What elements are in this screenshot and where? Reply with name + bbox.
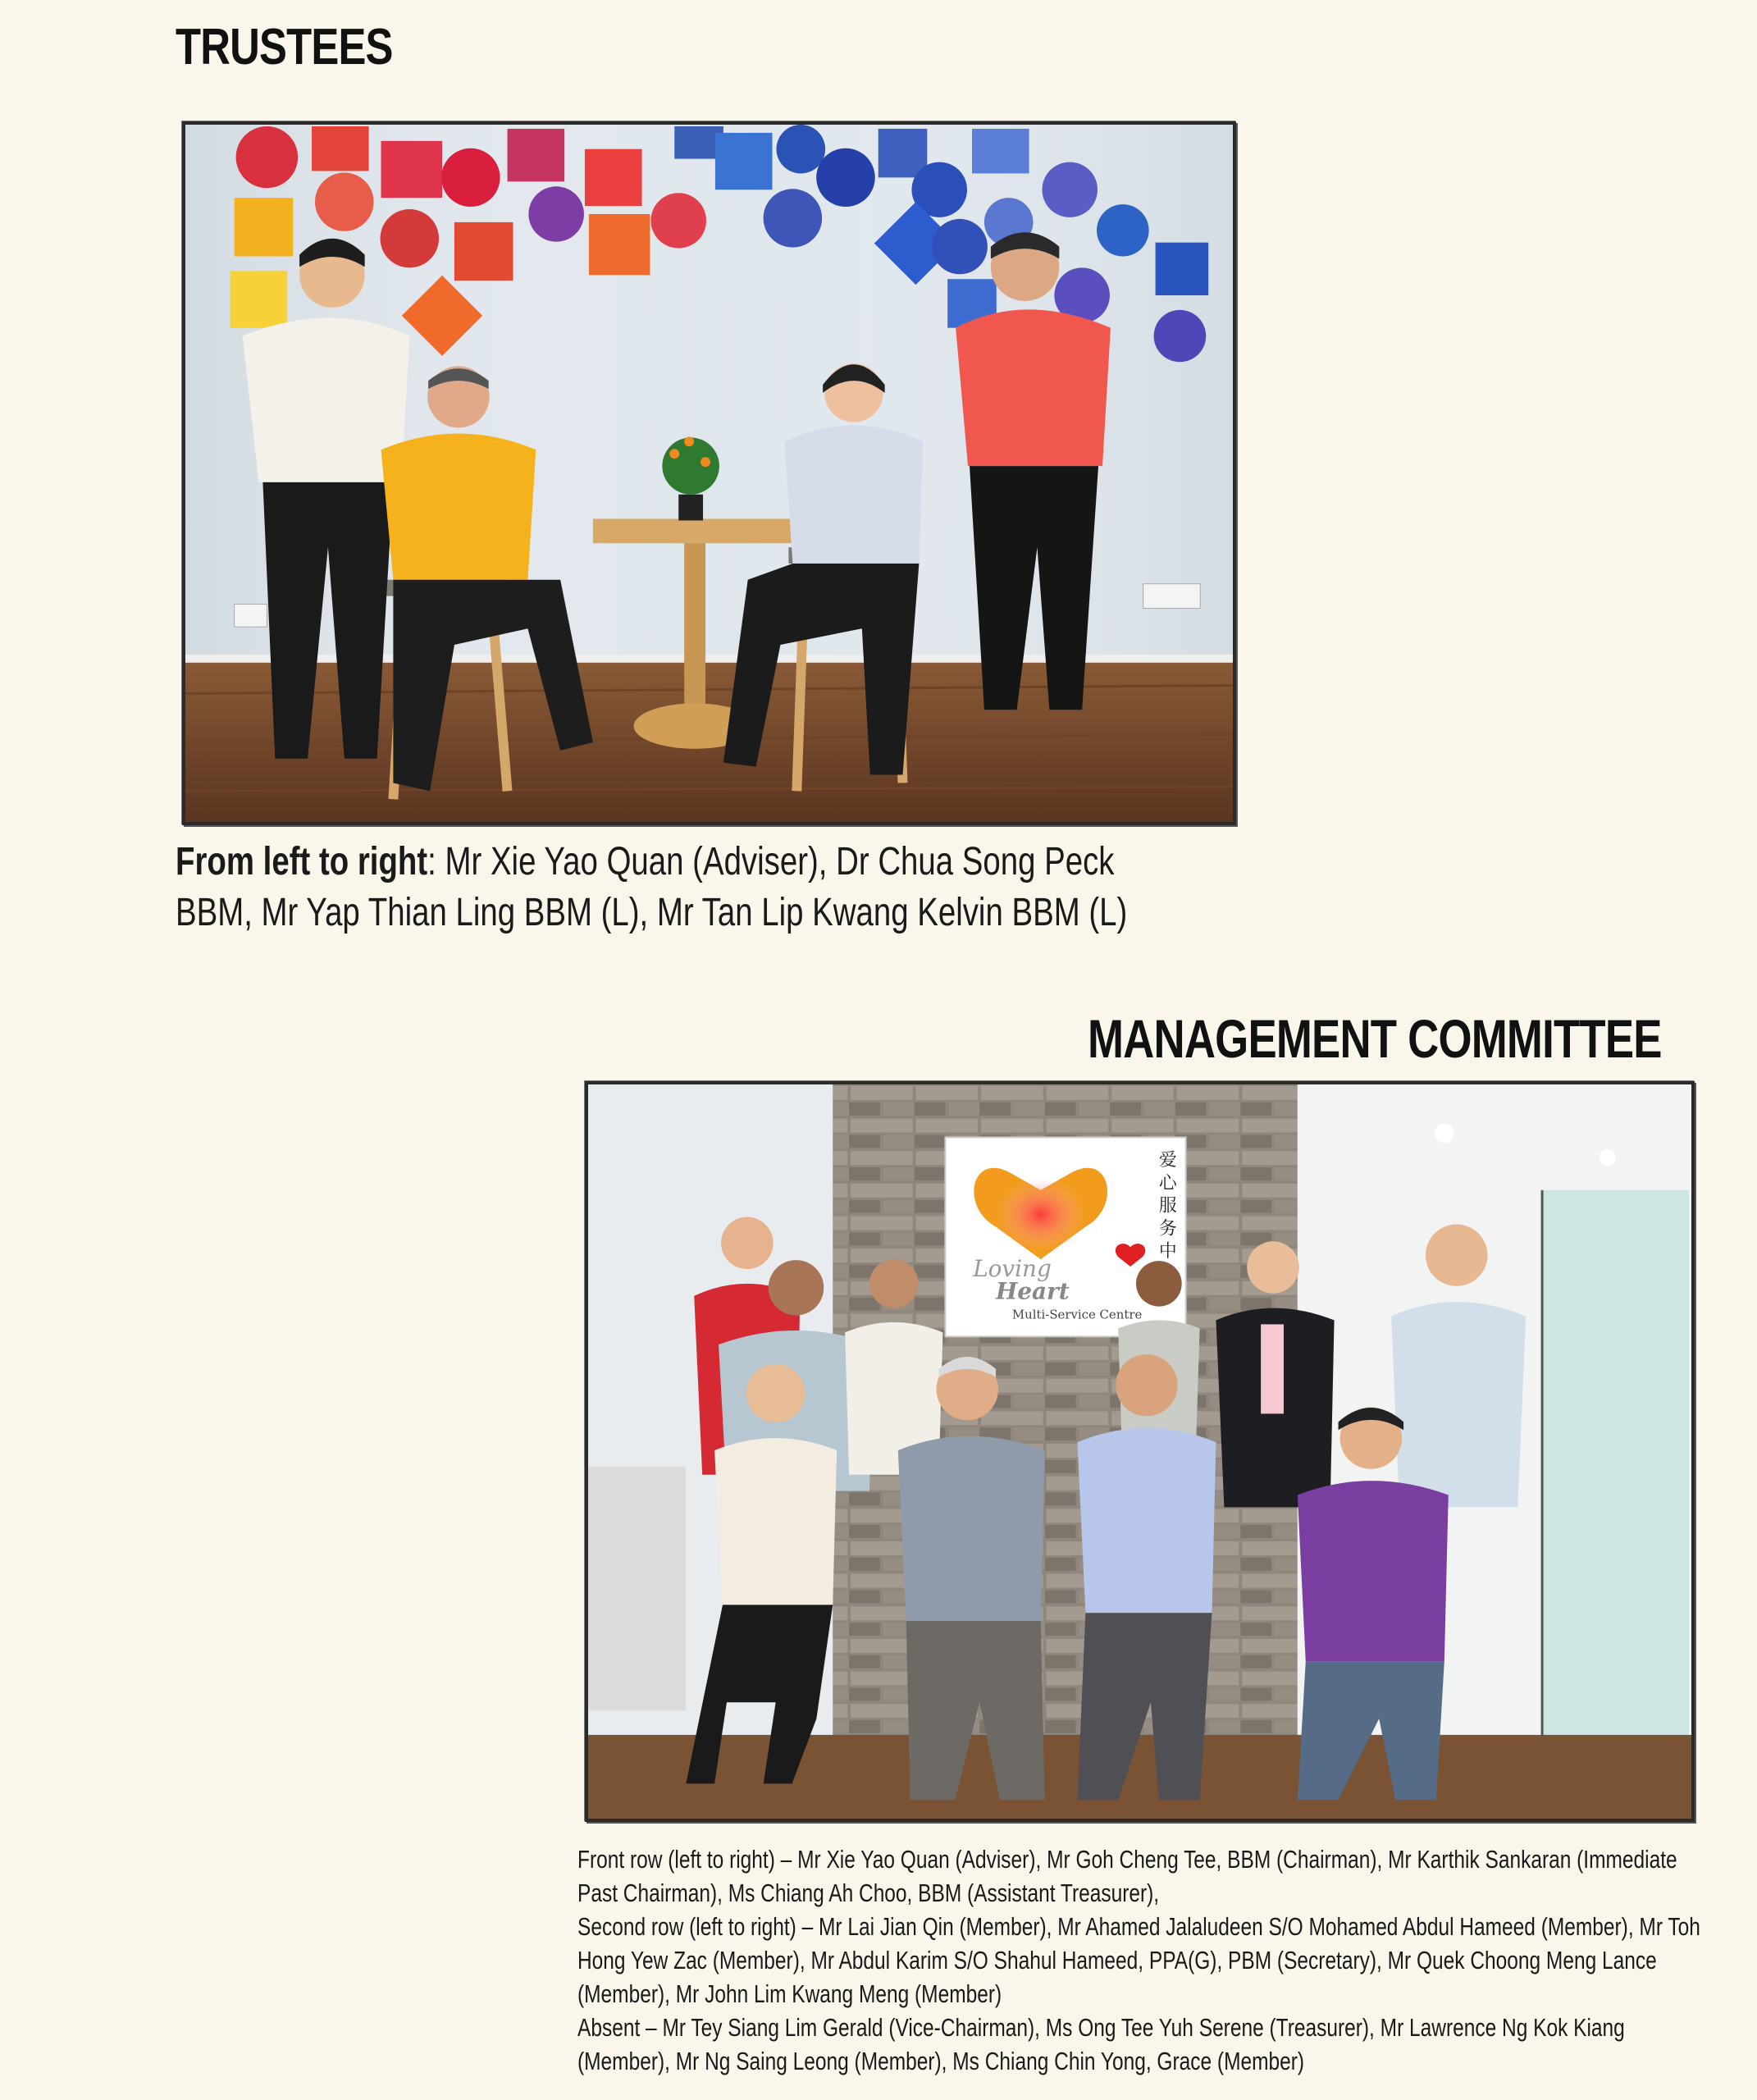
management-committee-caption: [577, 1842, 1718, 2078]
mc-caption-front-row: Front row (left to right) – Mr Xie Yao Quan (Adviser), Mr Goh Cheng Tee, BBM (Chairman), Mr Karthik Sankaran (Immediate Past Chairman), Ms Chiang Ah Choo, BBM (Assistant Treasurer),: [577, 1845, 1677, 1907]
trustees-photo-illustration: [185, 125, 1233, 822]
sign-multi-service-centre: Multi-Service Centre: [1011, 1307, 1143, 1322]
sign-heart: Heart: [996, 1277, 1070, 1305]
sign-chinese-text: 爱心服务中: [1158, 1150, 1177, 1262]
management-committee-photo-illustration: [588, 1084, 1691, 1819]
management-committee-group-photo: [585, 1081, 1695, 1822]
trustees-caption: [176, 837, 1173, 938]
management-committee-heading: MANAGEMENT COMMITTEE: [1088, 1008, 1662, 1069]
trustees-caption-lead: From left to right: [176, 840, 428, 883]
mc-caption-second-row: Second row (left to right) – Mr Lai Jian Qin (Member), Mr Ahamed Jalaludeen S/O Mohamed Abdul Hameed (Member), Mr Toh Hong Yew Zac (Member), Mr Abdul Karim S/O Shahul Hameed, PPA(G), PBM (Secretary), Mr Quek Choong Meng Lance (Member), Mr John Lim Kwang Meng (Member): [577, 1912, 1700, 2008]
trustees-heading: TRUSTEES: [176, 19, 393, 75]
trustees-caption-names: : Mr Xie Yao Quan (Adviser), Dr Chua Song Peck BBM, Mr Yap Thian Ling BBM (L), Mr Tan Lip Kwang Kelvin BBM (L): [176, 840, 1128, 934]
mc-caption-absent: Absent – Mr Tey Siang Lim Gerald (Vice-Chairman), Ms Ong Tee Yuh Serene (Treasurer), Mr Lawrence Ng Kok Kiang (Member), Mr Ng Saing Leong (Member), Ms Chiang Chin Yong, Grace (Member): [577, 2013, 1625, 2075]
sign-loving: Loving: [973, 1254, 1052, 1282]
trustees-group-photo: [182, 121, 1236, 825]
